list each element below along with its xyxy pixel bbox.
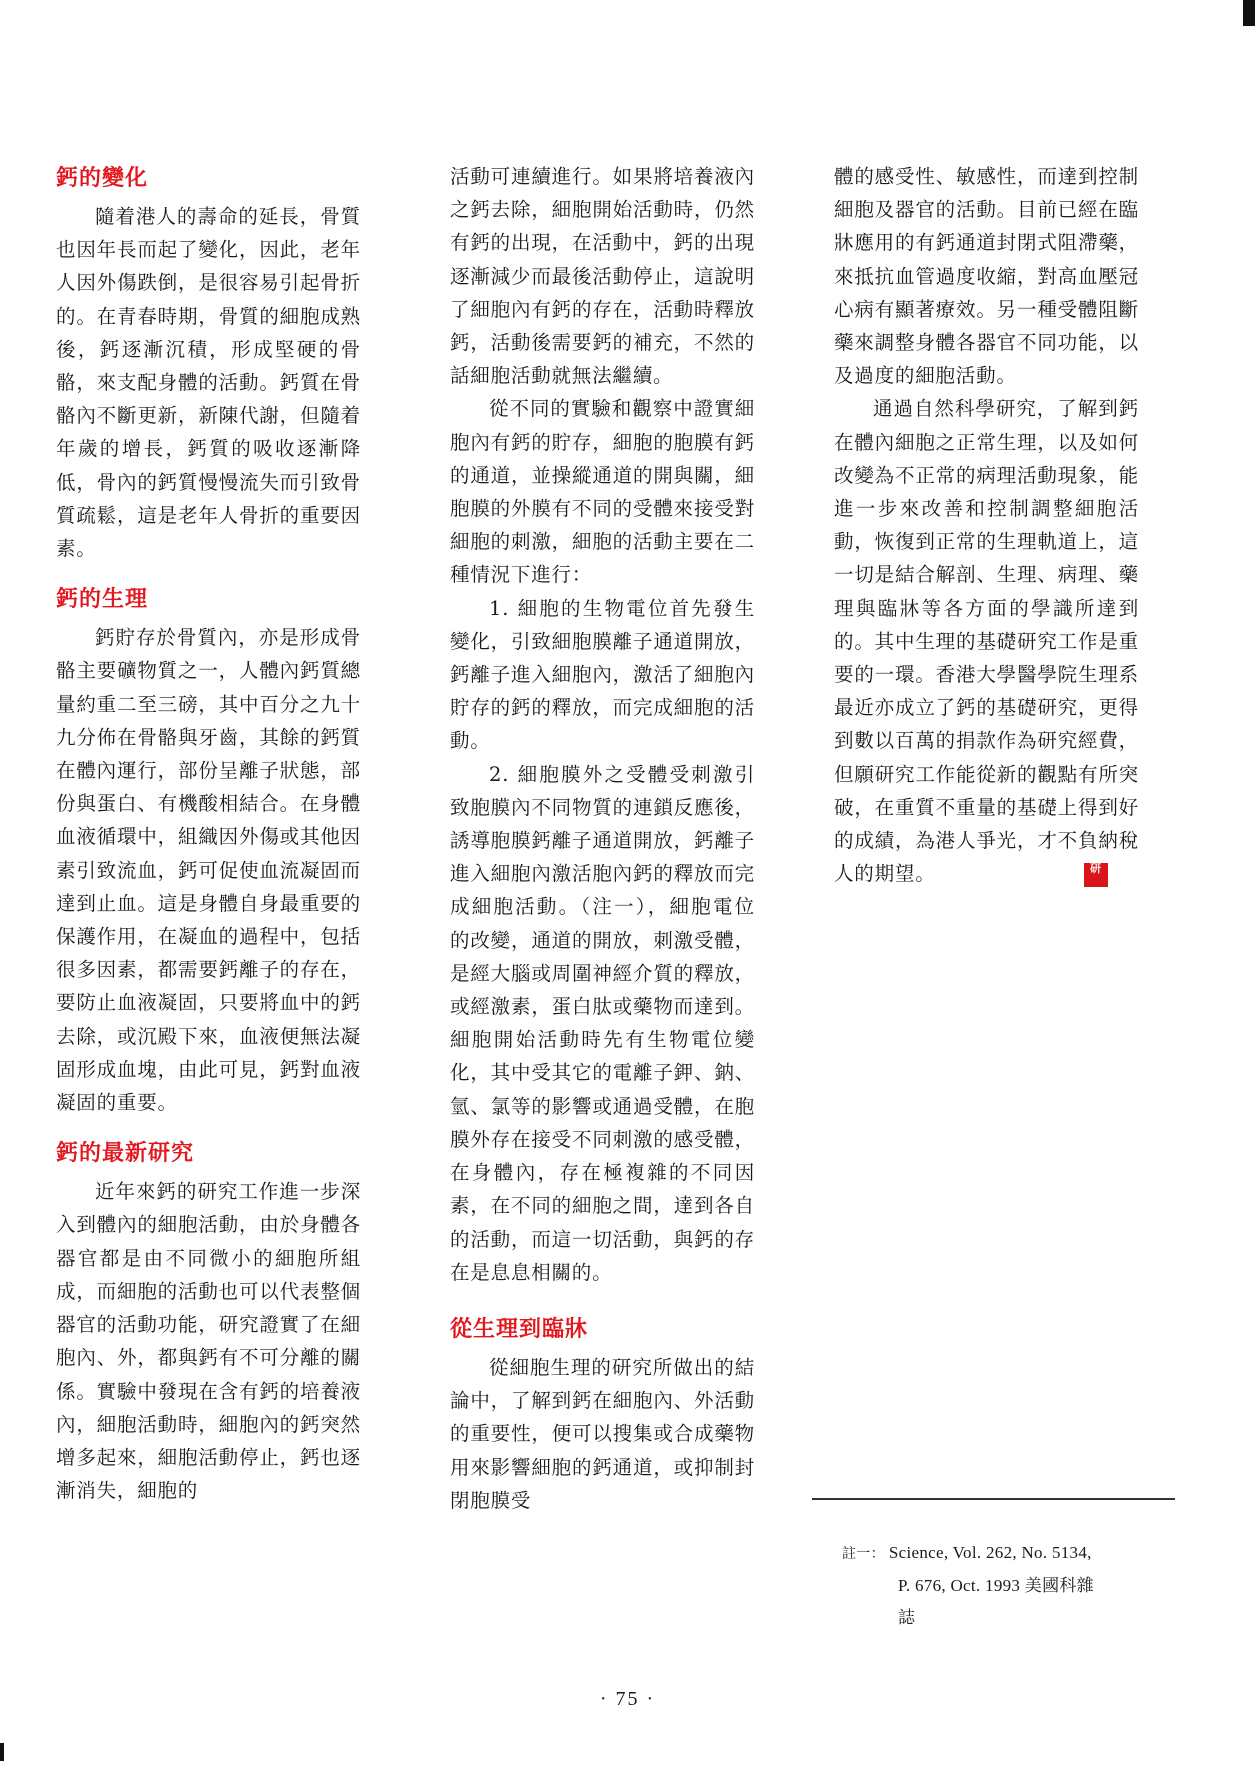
end-seal-icon: 研 [1084, 863, 1108, 887]
conclusion-text: 通過自然科學研究，了解到鈣在體內細胞之正常生理，以及如何改變為不正常的病理活動現象，能進一步來改善和控制調整細胞活動，恢復到正常的生理軌道上，這一切是結合解剖、生理、病理、藥理與臨牀等各方面的學識所達到的。其中生理的基礎研究工作是重要的一環。香港大學醫學院生理系最近亦成立了鈣的基礎研究，更得到數以百萬的捐款作為研究經費，但願研究工作能從新的觀點有所突破，在重質不重量的基礎上得到好的成績，為港人爭光，才不負納稅人的期望。 [834, 397, 1139, 886]
paragraph-research-part2: 活動可連續進行。如果將培養液內之鈣去除，細胞開始活動時，仍然有鈣的出現，在活動中，鈣的出現逐漸減少而最後活動停止，這說明了細胞內有鈣的存在，活動時釋放鈣，活動後需要鈣的補充，不然的話細胞活動就無法繼續。 [450, 165, 755, 388]
footnote-divider [812, 1498, 1175, 1500]
paragraph-calcium-change: 隨着港人的壽命的延長，骨質也因年長而起了變化，因此，老年人因外傷跌倒，是很容易引起骨折的。在青春時期，骨質的細胞成熟後，鈣逐漸沉積，形成堅硬的骨骼，來支配身體的活動。鈣質在骨骼內不斷更新，新陳代謝，但隨着年歲的增長，鈣質的吸收逐漸降低，骨內的鈣質慢慢流失而引致骨質疏鬆，這是老年人骨折的重要因素。 [56, 205, 361, 561]
scan-corner-mark [1243, 0, 1255, 26]
page-number: · 75 · [599, 1688, 656, 1710]
paragraph-calcium-physiology: 鈣貯存於骨質內，亦是形成骨骼主要礦物質之一，人體內鈣質總量約重二至三磅，其中百分之九十九分佈在骨骼與牙齒，其餘的鈣質在體內運行，部份呈離子狀態，部份與蛋白、有機酸相結合。在身體血液循環中，組織因外傷或其他因素引致流血，鈣可促使血流凝固而達到止血。這是身體自身最重要的保護作用，在凝血的過程中，包括很多因素，都需要鈣離子的存在，要防止血液凝固，只要將血中的鈣去除，或沉殿下來，血液便無法凝固形成血塊，由此可見，鈣對血液凝固的重要。 [56, 626, 361, 1115]
heading-physiology-to-clinical: 從生理到臨牀 [450, 1316, 589, 1342]
footnote-citation-line1: Science, Vol. 262, No. 5134, [888, 1543, 1092, 1562]
paragraph-research-part1: 近年來鈣的研究工作進一步深入到體內的細胞活動，由於身體各器官都是由不同微小的細胞所組成，而細胞的活動也可以代表整個器官的活動功能，研究證實了在細胞內、外，都與鈣有不可分離的關係。實驗中發現在含有鈣的培養液內，細胞活動時，細胞內的鈣突然增多起來，細胞活動停止，鈣也逐漸消失，細胞的 [56, 1180, 361, 1503]
paragraph-research-observations: 從不同的實驗和觀察中證實細胞內有鈣的貯存，細胞的胞膜有鈣的通道，並操縱通道的開與關，細胞膜的外膜有不同的受體來接受對細胞的刺激，細胞的活動主要在二種情況下進行： [450, 397, 755, 587]
scan-edge-mark [0, 1743, 4, 1761]
column-2 [450, 160, 755, 1517]
heading-calcium-research: 鈣的最新研究 [56, 1141, 195, 1167]
column-3 [834, 160, 1139, 890]
paragraph-research-item-2: 2. 細胞膜外之受體受刺激引致胞膜內不同物質的連鎖反應後，誘導胞膜鈣離子通道開放，鈣離子進入細胞內激活胞內鈣的釋放而完成細胞活動。（注一），細胞電位的改變，通道的開放，刺激受體，是經大腦或周圍神經介質的釋放，或經激素，蛋白肽或藥物而達到。細胞開始活動時先有生物電位變化，其中受其它的電離子鉀、鈉、氫、氯等的影響或通過受體，在胞膜外存在接受不同刺激的感受體，在身體內，存在極複雜的不同因素，在不同的細胞之間，達到各自的活動，而這一切活動，與鈣的存在是息息相關的。 [450, 762, 755, 1284]
heading-calcium-change: 鈣的變化 [56, 166, 149, 191]
paragraph-research-item-1: 1. 細胞的生物電位首先發生變化，引致細胞膜離子通道開放，鈣離子進入細胞內，激活了細胞內貯存的鈣的釋放，而完成細胞的活動。 [450, 596, 755, 753]
column-1 [56, 160, 361, 1507]
footnote-marker: 註一： [842, 1546, 885, 1562]
footnote [842, 1537, 1172, 1634]
heading-calcium-physiology: 鈣的生理 [56, 587, 149, 613]
paragraph-clinical-conclusion [834, 392, 1139, 890]
paragraph-clinical-part2: 體的感受性、敏感性，而達到控制細胞及器官的活動。目前已經在臨牀應用的有鈣通道封閉式阻滯藥，來抵抗血管過度收縮，對高血壓冠心病有顯著療效。另一種受體阻斷藥來調整身體各器官不同功能，以及過度的細胞活動。 [834, 165, 1139, 388]
footnote-citation-line3: 誌 [898, 1608, 916, 1627]
paragraph-clinical-part1: 從細胞生理的研究所做出的結論中，了解到鈣在細胞內、外活動的重要性，便可以搜集或合成藥物用來影響細胞的鈣通道，或抑制封閉胞膜受 [450, 1355, 755, 1512]
footnote-citation-line2: P. 676, Oct. 1993 美國科雜 [898, 1576, 1094, 1595]
